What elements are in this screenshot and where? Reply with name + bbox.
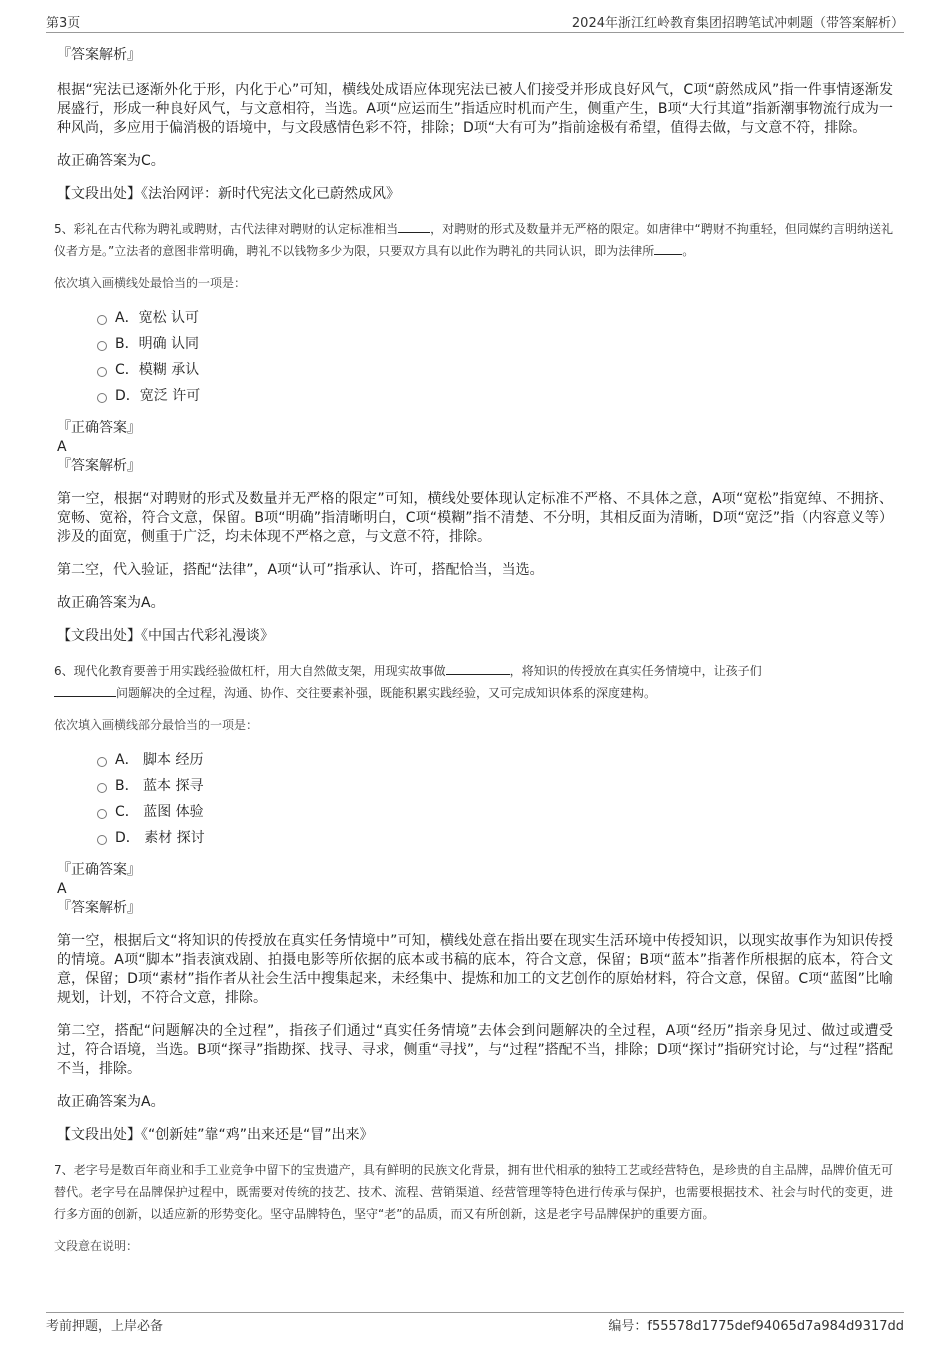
q6-source: 【文段出处】《“创新娃”靠“鸡”出来还是“冒”出来》 — [57, 1127, 374, 1143]
q6-blank-2 — [54, 684, 116, 697]
radio-icon[interactable] — [97, 393, 107, 403]
q6-question: 6、现代化教育要善于用实践经验做杠杆，用大自然做支架，用现实故事做 ，将知识的传授放在真实任务情境中，让孩子们 问题解决的全过程，沟通、协作、交往要素补强，既能积累实践经验，又可完成知识体系的深度建构。 — [54, 664, 762, 700]
radio-icon[interactable] — [97, 783, 107, 793]
q4-conclusion: 故正确答案为C。 — [57, 153, 165, 169]
q7-prompt: 文段意在说明： — [54, 1239, 139, 1253]
q6-options — [97, 747, 893, 851]
q5-option-a[interactable]: A．宽松 认可 — [97, 305, 893, 331]
q5-option-d[interactable]: D．宽泛 许可 — [97, 383, 893, 409]
q7-question: 7、老字号是数百年商业和手工业竞争中留下的宝贵遗产，具有鲜明的民族文化背景，拥有世代相承的独特工艺或经营特色，是珍贵的自主品牌，品牌价值无可替代。老字号在品牌保护过程中，既需要对传统的技艺、技术、流程、营销渠道、经营管理等特色进行传承与保护，也需要根据技术、社会与时代的变更，进行多方面的创新，以适应新的形势变化。坚守品牌特色，坚守“老”的品质，而又有所创新，这是老字号品牌保护的重要方面。 — [54, 1163, 893, 1221]
q5-option-c[interactable]: C．模糊 承认 — [97, 357, 893, 383]
q6-analysis-paragraph-1: 第一空，根据后文“将知识的传授放在真实任务情境中”可知，横线处意在指出要在现实生活环境中传授知识，以现实故事作为知识传授的情境。A项“脚本”指表演戏剧、拍摄电影等所依据的底本或书稿的底本，符合文意，保留；B项“蓝本”指著作所根据的底本，符合文意，保留；D项“素材”指作者从社会生活中搜集起来，未经集中、提炼和加工的文艺创作的原始材料，符合文意，保留。C项“蓝图”比喻规划，计划，不符合文意，排除。 — [57, 933, 893, 1006]
q6-blank-1 — [446, 662, 510, 675]
radio-icon[interactable] — [97, 757, 107, 767]
document-id: 编号：f55578d1775def94065d7a984d9317dd — [608, 1319, 904, 1334]
q5-conclusion: 故正确答案为A。 — [57, 595, 165, 611]
radio-icon[interactable] — [97, 341, 107, 351]
q5-options — [97, 305, 893, 409]
q6-correct-answer: A — [57, 881, 67, 897]
q6-prompt: 依次填入画横线部分最恰当的一项是： — [54, 718, 259, 732]
q4-analysis-label: 『答案解析』 — [57, 47, 141, 63]
q6-option-b[interactable]: B． 蓝本 探寻 — [97, 773, 893, 799]
page-header — [46, 10, 904, 33]
q6-analysis-paragraph-2: 第二空，搭配“问题解决的全过程”，指孩子们通过“真实任务情境”去体会到问题解决的全过程，A项“经历”指亲身见过、做过或遭受过，符合语境，当选。B项“探寻”指勘探、找寻、寻求，侧重“寻找”，与“过程”搭配不当，排除；D项“探讨”指研究讨论，与“过程”搭配不当，排除。 — [57, 1023, 893, 1077]
q5-question: 5、彩礼在古代称为聘礼或聘财，古代法律对聘财的认定标准相当 ，对聘财的形式及数量并无严格的限定。如唐律中“聘财不拘重轻，但同媒约言明纳送礼仪者方是。”立法者的意图非常明确，聘礼不以钱物多少为限，只要双方具有以此作为聘礼的共同认识，即为法律所 。 — [54, 222, 893, 258]
radio-icon[interactable] — [97, 315, 107, 325]
q5-option-b[interactable]: B．明确 认同 — [97, 331, 893, 357]
q5-analysis-paragraph-1: 第一空，根据“对聘财的形式及数量并无严格的限定”可知，横线处要体现认定标准不严格、不具体之意，A项“宽松”指宽绰、不拥挤、宽畅、宽裕，符合文意，保留。B项“明确”指清晰明白，C项“模糊”指不清楚、不分明，其相反面为清晰，D项“宽泛”指（内容意义等）涉及的面宽，侧重于广泛，均未体现不严格之意，与文意不符，排除。 — [57, 491, 893, 545]
q5-analysis-label: 『答案解析』 — [57, 458, 141, 474]
radio-icon[interactable] — [97, 367, 107, 377]
q6-analysis-label: 『答案解析』 — [57, 900, 141, 916]
q6-option-c[interactable]: C． 蓝图 体验 — [97, 799, 893, 825]
q6-option-d[interactable]: D． 素材 探讨 — [97, 825, 893, 851]
document-title: 2024年浙江红岭教育集团招聘笔试冲刺题（带答案解析） — [571, 16, 904, 31]
q5-prompt: 依次填入画横线处最恰当的一项是： — [54, 276, 247, 290]
q6-correct-label: 『正确答案』 — [57, 862, 141, 878]
q5-correct-label: 『正确答案』 — [57, 420, 141, 436]
page-footer — [46, 1312, 904, 1337]
q5-source: 【文段出处】《中国古代彩礼漫谈》 — [57, 628, 274, 644]
q5-blank-2 — [654, 242, 682, 255]
q5-analysis-paragraph-2: 第二空，代入验证，搭配“法律”，A项“认可”指承认、许可，搭配恰当，当选。 — [57, 562, 544, 578]
q5-correct-answer: A — [57, 439, 67, 455]
radio-icon[interactable] — [97, 809, 107, 819]
q4-source: 【文段出处】《法治网评：新时代宪法文化已蔚然成风》 — [57, 186, 400, 202]
q4-analysis-paragraph: 根据“宪法已逐渐外化于形，内化于心”可知，横线处成语应体现宪法已被人们接受并形成良好风气，C项“蔚然成风”指一件事情逐渐发展盛行，形成一种良好风气，与文意相符，当选。A项“应运而生”指适应时机而产生，侧重产生，B项“大行其道”指新潮事物流行成为一种风尚，多应用于偏消极的语境中，与文段感情色彩不符，排除；D项“大有可为”指前途极有希望，值得去做，与文意不符，排除。 — [57, 82, 893, 136]
q6-option-a[interactable]: A． 脚本 经历 — [97, 747, 893, 773]
q6-conclusion: 故正确答案为A。 — [57, 1094, 165, 1110]
q5-blank-1 — [398, 220, 430, 233]
footer-slogan: 考前押题，上岸必备 — [46, 1319, 164, 1334]
page-content — [54, 40, 893, 1256]
radio-icon[interactable] — [97, 835, 107, 845]
page-number: 第3页 — [46, 16, 81, 31]
